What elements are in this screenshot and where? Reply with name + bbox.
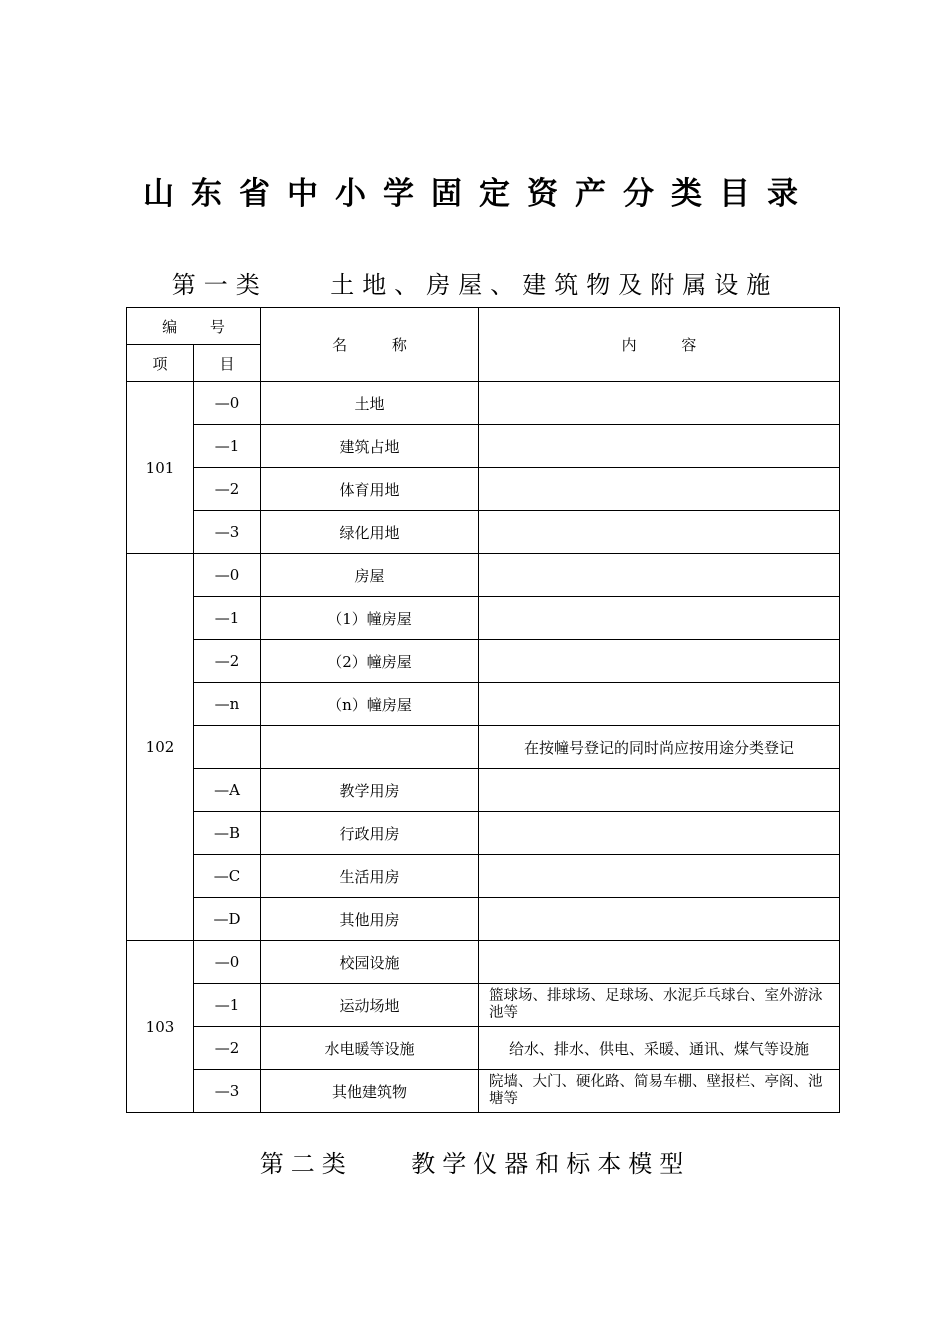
- asset-content-cell: [479, 382, 840, 425]
- asset-content-cell: [479, 640, 840, 683]
- sub-code-cell: —D: [194, 898, 261, 941]
- header-code-label: 编 号: [162, 317, 239, 336]
- table-row: [127, 898, 840, 941]
- sub-code-cell: —3: [194, 511, 261, 554]
- asset-name-cell: [261, 726, 479, 769]
- table-row: [127, 468, 840, 511]
- page-title: 山东省中小学固定资产分类目录: [143, 176, 815, 212]
- asset-name-cell: （2）幢房屋: [261, 640, 479, 683]
- header-name-label: 名 称: [332, 336, 427, 354]
- item-code-cell: 103: [127, 941, 194, 1113]
- sub-code-cell: —2: [194, 468, 261, 511]
- asset-content-cell: [479, 425, 840, 468]
- table-row: [127, 425, 840, 468]
- table-row: [127, 1070, 840, 1113]
- sub-code-cell: —3: [194, 1070, 261, 1113]
- asset-name-cell: 运动场地: [261, 984, 479, 1027]
- sub-code-cell: —2: [194, 1027, 261, 1070]
- sub-code-cell: —0: [194, 382, 261, 425]
- asset-content-cell: [479, 683, 840, 726]
- asset-content-cell: 院墙、大门、硬化路、简易车棚、壁报栏、亭阁、池塘等: [479, 1070, 840, 1113]
- asset-content-cell: [479, 597, 840, 640]
- header-item: 项: [127, 345, 194, 382]
- table-row: [127, 640, 840, 683]
- table-row: [127, 812, 840, 855]
- asset-name-cell: 房屋: [261, 554, 479, 597]
- asset-content-cell: [479, 554, 840, 597]
- table-row: [127, 597, 840, 640]
- header-name: [261, 308, 479, 382]
- sub-code-cell: —2: [194, 640, 261, 683]
- table-row: [127, 683, 840, 726]
- asset-name-cell: 建筑占地: [261, 425, 479, 468]
- table-row: [127, 941, 840, 984]
- table-body: [127, 382, 840, 1113]
- section-2-title: 第二类 教学仪器和标本模型: [259, 1150, 691, 1178]
- table-row: [127, 554, 840, 597]
- asset-name-cell: 水电暖等设施: [261, 1027, 479, 1070]
- sub-code-cell: —n: [194, 683, 261, 726]
- asset-name-cell: （1）幢房屋: [261, 597, 479, 640]
- asset-content-cell: [479, 511, 840, 554]
- asset-name-cell: （n）幢房屋: [261, 683, 479, 726]
- table-row: [127, 855, 840, 898]
- table-row: [127, 382, 840, 425]
- header-content: [479, 308, 840, 382]
- sub-code-cell: —1: [194, 984, 261, 1027]
- asset-content-cell: [479, 898, 840, 941]
- table-row: [127, 726, 840, 769]
- asset-content-cell: 篮球场、排球场、足球场、水泥乒乓球台、室外游泳池等: [479, 984, 840, 1027]
- section-1-title: 第一类 土地、房屋、建筑物及附属设施: [171, 271, 779, 299]
- header-code: [127, 308, 261, 345]
- table-row: [127, 511, 840, 554]
- asset-content-cell: [479, 941, 840, 984]
- header-content-label: 内 容: [621, 336, 717, 354]
- sub-code-cell: —0: [194, 941, 261, 984]
- sub-code-cell: —0: [194, 554, 261, 597]
- sub-code-cell: —B: [194, 812, 261, 855]
- table-row: [127, 769, 840, 812]
- table-row: [127, 1027, 840, 1070]
- sub-code-cell: —1: [194, 597, 261, 640]
- header-sub: 目: [194, 345, 261, 382]
- sub-code-cell: —1: [194, 425, 261, 468]
- asset-name-cell: 教学用房: [261, 769, 479, 812]
- asset-name-cell: 其他建筑物: [261, 1070, 479, 1113]
- sub-code-cell: —C: [194, 855, 261, 898]
- asset-content-cell: [479, 812, 840, 855]
- asset-name-cell: 土地: [261, 382, 479, 425]
- asset-name-cell: 校园设施: [261, 941, 479, 984]
- asset-catalog-table: [126, 307, 840, 1113]
- item-code-cell: 102: [127, 554, 194, 941]
- asset-content-cell: 在按幢号登记的同时尚应按用途分类登记: [479, 726, 840, 769]
- asset-content-cell: 给水、排水、供电、采暖、通讯、煤气等设施: [479, 1027, 840, 1070]
- item-code-cell: 101: [127, 382, 194, 554]
- table-header-row-1: [127, 308, 840, 345]
- table-row: [127, 984, 840, 1027]
- asset-name-cell: 行政用房: [261, 812, 479, 855]
- asset-name-cell: 其他用房: [261, 898, 479, 941]
- sub-code-cell: [194, 726, 261, 769]
- asset-content-cell: [479, 855, 840, 898]
- asset-name-cell: 体育用地: [261, 468, 479, 511]
- asset-content-cell: [479, 468, 840, 511]
- asset-content-cell: [479, 769, 840, 812]
- asset-name-cell: 生活用房: [261, 855, 479, 898]
- sub-code-cell: —A: [194, 769, 261, 812]
- asset-name-cell: 绿化用地: [261, 511, 479, 554]
